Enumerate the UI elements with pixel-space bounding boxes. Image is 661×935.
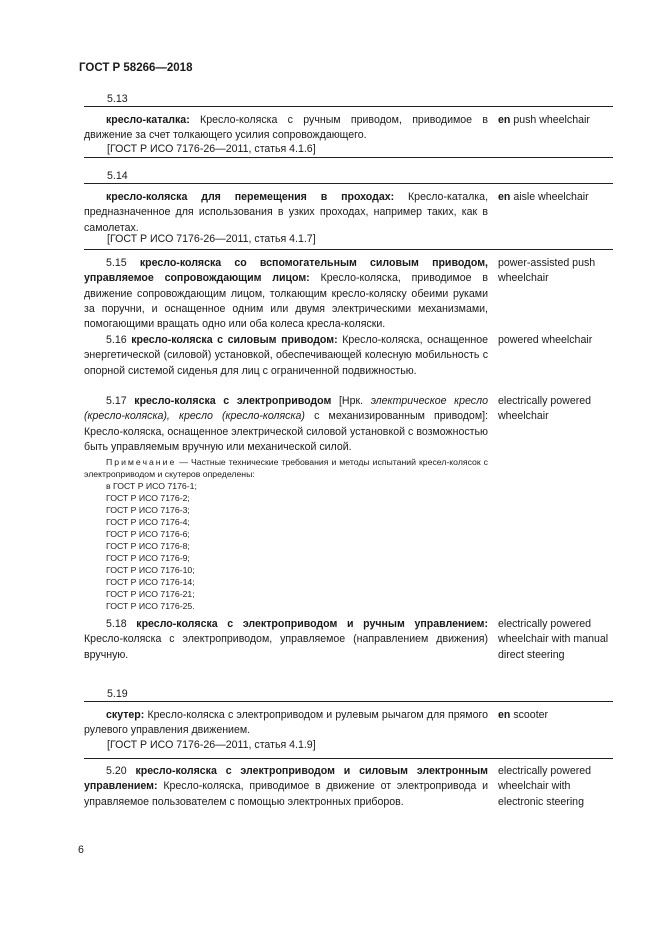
- list-item: ГОСТ Р ИСО 7176-10;: [106, 565, 195, 575]
- definition-text: Кресло-коляска с ручным приводом, приводимое в движение за счет толкающего усилия сопровождающего.: [84, 114, 488, 142]
- list-item: ГОСТ Р ИСО 7176-25.: [106, 601, 195, 611]
- term: кресло-коляска для перемещения в проходах:: [106, 191, 395, 203]
- term: кресло-коляска с электроприводом и ручным управлением:: [136, 618, 488, 630]
- term-entry-5-15: [84, 256, 488, 332]
- section-number: 5.15: [106, 257, 127, 269]
- lang-tag: en: [498, 191, 511, 203]
- term-box-5-13: [84, 106, 613, 158]
- english-term: aisle wheelchair: [510, 191, 589, 203]
- list-item: ГОСТ Р ИСО 7176-8;: [106, 541, 190, 551]
- source-reference: [ГОСТ Р ИСО 7176-26—2011, статья 4.1.6]: [107, 143, 316, 155]
- term-entry-5-17: [84, 394, 488, 455]
- source-reference: [ГОСТ Р ИСО 7176-26—2011, статья 4.1.9]: [107, 739, 316, 751]
- english-equivalent: [498, 113, 590, 128]
- document-header: ГОСТ Р 58266—2018: [79, 62, 193, 74]
- definition-text: Кресло-коляска, приводимое в движение от электропривода и управляемое пользователем с помощью электронных приборов.: [84, 780, 488, 808]
- definition-text: Кресло-каталка, предназначенное для использования в узких проходах, например таких, как в самолетах.: [84, 191, 489, 234]
- term-entry-5-20: [84, 764, 488, 810]
- section-number: 5.18: [106, 618, 127, 630]
- term-definition: [84, 708, 488, 739]
- term-definition: [84, 113, 488, 144]
- deprecated-synonyms: электрическое кресло (кресло-коляска), кресло (кресло-коляска): [84, 395, 488, 423]
- term: скутер:: [106, 709, 145, 721]
- section-number: 5.20: [106, 765, 127, 777]
- list-item: ГОСТ Р ИСО 7176-2;: [106, 493, 190, 503]
- section-number: 5.17: [106, 395, 127, 407]
- section-number: 5.14: [107, 170, 128, 182]
- standards-list: [106, 480, 197, 612]
- list-item: ГОСТ Р ИСО 7176-4;: [106, 517, 190, 527]
- definition-text: с механизированным приводом]: Кресло-коляска, оснащенное электрической силовой установкой с возможностью быть управляемым вручную или механической силой.: [84, 410, 488, 453]
- term-definition: [84, 190, 488, 236]
- list-item: ГОСТ Р ИСО 7176-9;: [106, 553, 190, 563]
- note: [84, 456, 488, 480]
- definition-text: Кресло-коляска, оснащенное энергетической (силовой) установкой, обеспечивающей колесную мобильность с опорной системой сиденья для лиц с ограниченной подвижностью.: [84, 334, 489, 377]
- english-equivalent: electrically powered wheelchair with manual direct steering: [498, 618, 609, 661]
- note-text: — Частные технические требования и методы испытаний кресел-колясок с электроприводом и скутеров определены:: [84, 457, 488, 479]
- lang-tag: en: [498, 114, 511, 126]
- term: кресло-коляска с электроприводом и силовым электронным управлением:: [84, 765, 489, 793]
- english-equivalent: powered wheelchair: [498, 334, 593, 346]
- list-item: ГОСТ Р ИСО 7176-21;: [106, 589, 195, 599]
- term: кресло-каталка:: [106, 114, 190, 126]
- term: кресло-коляска со вспомогательным силовым приводом, управляемое сопровождающим лицом:: [84, 257, 488, 285]
- term-entry-5-18: [84, 617, 488, 663]
- list-item: ГОСТ Р ИСО 7176-6;: [106, 529, 190, 539]
- english-equivalent: [498, 190, 589, 205]
- english-term: scooter: [510, 709, 549, 721]
- source-reference: [ГОСТ Р ИСО 7176-26—2011, статья 4.1.7]: [107, 233, 316, 245]
- term-box-5-19: [84, 701, 613, 759]
- list-item: ГОСТ Р ИСО 7176-3;: [106, 505, 190, 515]
- term-entry-5-16: [84, 333, 488, 379]
- english-term: push wheelchair: [510, 114, 590, 126]
- list-item: в ГОСТ Р ИСО 7176-1;: [106, 481, 197, 491]
- lang-tag: en: [498, 709, 511, 721]
- section-number: 5.13: [107, 93, 128, 105]
- term: кресло-коляска с электроприводом: [134, 395, 332, 407]
- term-box-5-14: [84, 183, 613, 250]
- definition-text: Кресло-коляска с электроприводом и рулевым рычагом для прямого рулевого управления движением.: [84, 709, 488, 737]
- synonym-prefix: [Нрк.: [331, 395, 371, 407]
- english-equivalent: power-assisted push wheelchair: [498, 257, 596, 285]
- english-equivalent: [498, 708, 548, 723]
- english-equivalent: electrically powered wheelchair with electronic steering: [498, 765, 592, 808]
- section-number: 5.16: [106, 334, 127, 346]
- note-label: Примечание: [106, 457, 177, 467]
- definition-text: Кресло-коляска, приводимое в движение сопровождающим лицом, толкающим кресло-коляску обеими руками за поручни, и оснащенное одним или двумя электрическими механизмами, помогающими вращать одно или оба колеса кресла-коляски.: [84, 272, 488, 331]
- list-item: ГОСТ Р ИСО 7176-14;: [106, 577, 195, 587]
- definition-text: Кресло-коляска с электроприводом, управляемое (направлением движения) вручную.: [84, 633, 488, 661]
- english-equivalent: electrically powered wheelchair: [498, 395, 592, 423]
- page-number: 6: [78, 844, 84, 856]
- term: кресло-коляска с силовым приводом:: [131, 334, 338, 346]
- section-number: 5.19: [107, 688, 128, 700]
